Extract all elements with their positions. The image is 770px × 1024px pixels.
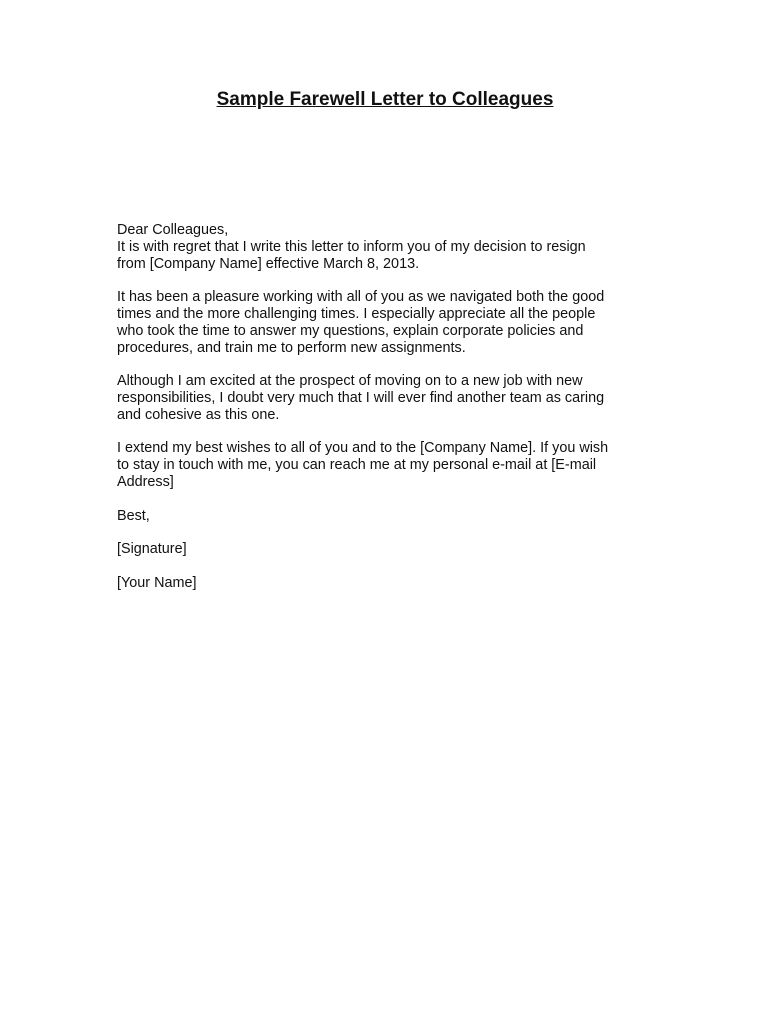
letter-body xyxy=(117,222,657,592)
paragraph-best-wishes xyxy=(117,440,657,490)
text-line: It has been a pleasure working with all of you as we navigated both the good xyxy=(117,289,605,306)
text-line: I extend my best wishes to all of you and to the [Company Name]. If you wish xyxy=(117,440,609,457)
name-placeholder: [Your Name] xyxy=(117,574,197,591)
page-title: Sample Farewell Letter to Colleagues xyxy=(216,89,554,110)
paragraph-greeting xyxy=(117,222,657,272)
text-line: It is with regret that I write this letter to inform you of my decision to resign xyxy=(117,238,586,255)
paragraph-name xyxy=(117,575,657,592)
text-line: procedures, and train me to perform new assignments. xyxy=(117,339,466,356)
text-line: who took the time to answer my questions, explain corporate policies and xyxy=(117,322,584,339)
closing-text: Best, xyxy=(117,507,150,524)
text-line: to stay in touch with me, you can reach me at my personal e-mail at [E-mail xyxy=(117,457,597,474)
text-line: from [Company Name] effective March 8, 2013. xyxy=(117,255,420,272)
text-line: Address] xyxy=(117,473,174,490)
paragraph-closing xyxy=(117,508,657,525)
text-line: and cohesive as this one. xyxy=(117,406,280,423)
paragraph-excitement xyxy=(117,373,657,423)
paragraph-signature xyxy=(117,541,657,558)
text-line: times and the more challenging times. I especially appreciate all the people xyxy=(117,305,596,322)
paragraph-appreciation xyxy=(117,289,657,356)
text-line: responsibilities, I doubt very much that I will ever find another team as caring xyxy=(117,389,605,406)
text-line: Dear Colleagues, xyxy=(117,222,229,238)
signature-placeholder: [Signature] xyxy=(117,541,187,558)
text-line: Although I am excited at the prospect of moving on to a new job with new xyxy=(117,373,583,390)
